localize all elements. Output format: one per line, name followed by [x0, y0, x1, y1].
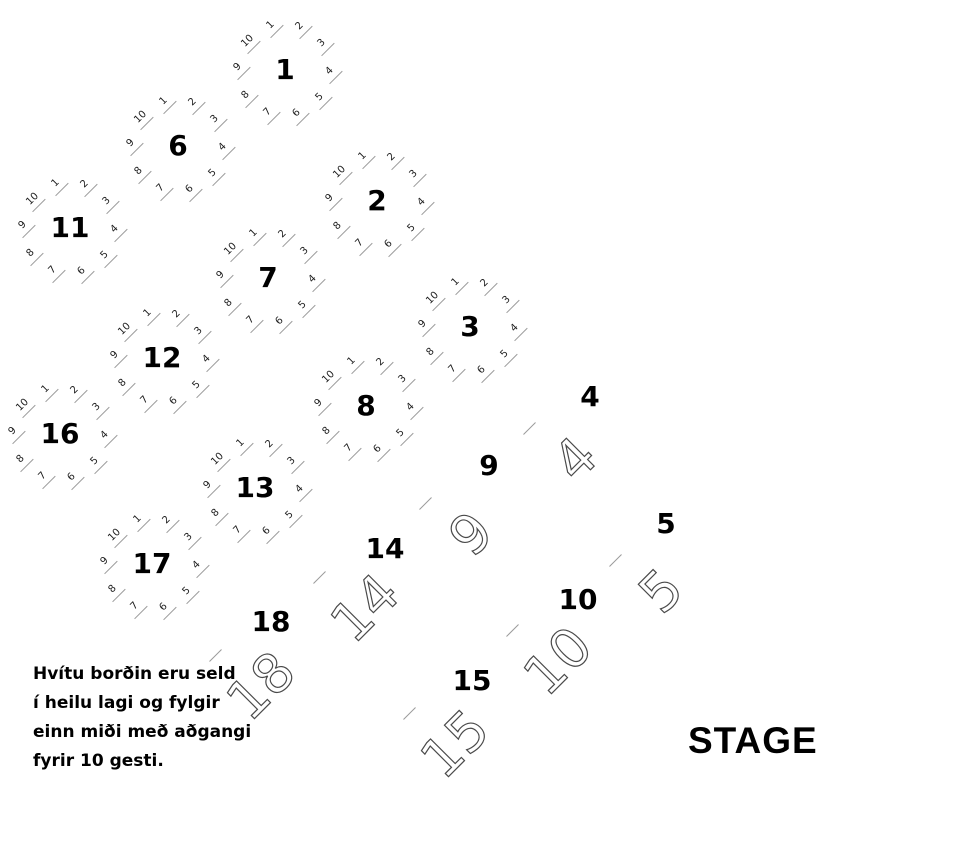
seat-9[interactable]: 9	[308, 393, 331, 416]
seat-6[interactable]: 6	[269, 311, 292, 334]
seat-10[interactable]: 10	[237, 31, 260, 54]
seat-2[interactable]: 2	[370, 352, 393, 375]
table-outline-number[interactable]	[385, 674, 525, 814]
outline-number-text: 4	[540, 424, 610, 494]
notice-line: Hvítu borðin eru seld	[33, 664, 236, 684]
seat-8[interactable]: 8	[235, 85, 258, 108]
seat-2[interactable]: 2	[474, 273, 497, 296]
table-number[interactable]: 17	[132, 547, 172, 580]
seat-2[interactable]: 2	[182, 92, 205, 115]
seat-5[interactable]: 5	[203, 163, 226, 186]
seat-7[interactable]: 7	[151, 178, 174, 201]
notice-line: einn miði með aðgangi	[33, 722, 252, 742]
seat-7[interactable]: 7	[339, 438, 362, 461]
seat-5[interactable]: 5	[177, 581, 200, 604]
seat-1[interactable]: 1	[46, 173, 69, 196]
seat-5[interactable]: 5	[402, 218, 425, 241]
seat-8[interactable]: 8	[112, 373, 135, 396]
table-number[interactable]: 11	[50, 211, 90, 244]
seat-4[interactable]: 4	[504, 317, 527, 340]
outline-number-text: 10	[511, 614, 605, 708]
seat-7[interactable]: 7	[125, 596, 148, 619]
notice-line: í heilu lagi og fylgir	[33, 693, 220, 713]
outline-number-text: 9	[436, 499, 506, 569]
seat-5[interactable]: 5	[85, 451, 108, 474]
seat-5[interactable]: 5	[391, 423, 414, 446]
seat-8[interactable]: 8	[316, 421, 339, 444]
seat-4[interactable]: 4	[94, 424, 117, 447]
seat-1[interactable]: 1	[342, 351, 365, 374]
seat-5[interactable]: 5	[293, 295, 316, 318]
table-number[interactable]: 16	[40, 417, 80, 450]
seat-1[interactable]: 1	[154, 91, 177, 114]
seat-8[interactable]: 8	[10, 449, 33, 472]
seat-9[interactable]: 9	[210, 265, 233, 288]
table-number[interactable]: 5	[656, 507, 676, 540]
seat-1[interactable]: 1	[231, 433, 254, 456]
seat-7[interactable]: 7	[33, 466, 56, 489]
seat-4[interactable]: 4	[411, 191, 434, 214]
seat-10[interactable]: 10	[12, 395, 35, 418]
table-number[interactable]: 3	[460, 310, 480, 343]
seat-6[interactable]: 6	[471, 360, 494, 383]
table-number[interactable]: 14	[365, 532, 405, 565]
seat-2[interactable]: 2	[381, 147, 404, 170]
notice-text	[33, 660, 251, 776]
seat-10[interactable]: 10	[130, 107, 153, 130]
seat-7[interactable]: 7	[258, 102, 281, 125]
seat-9[interactable]: 9	[12, 215, 35, 238]
seat-4[interactable]: 4	[212, 136, 235, 159]
table-number[interactable]: 4	[580, 380, 600, 413]
seat-8[interactable]: 8	[20, 243, 43, 266]
seat-9[interactable]: 9	[412, 314, 435, 337]
seat-9[interactable]: 9	[2, 421, 25, 444]
seat-9[interactable]: 9	[227, 57, 250, 80]
table-number[interactable]: 15	[452, 664, 492, 697]
seat-1[interactable]: 1	[261, 15, 284, 38]
seat-2[interactable]: 2	[64, 380, 87, 403]
table-number[interactable]: 12	[142, 341, 182, 374]
seat-3[interactable]: 3	[204, 109, 227, 132]
seat-1[interactable]: 1	[353, 146, 376, 169]
seat-4[interactable]: 4	[186, 554, 209, 577]
seat-9[interactable]: 9	[197, 475, 220, 498]
seat-5[interactable]: 5	[95, 245, 118, 268]
seat-2[interactable]: 2	[74, 174, 97, 197]
seat-9[interactable]: 9	[319, 188, 342, 211]
seat-3[interactable]: 3	[392, 369, 415, 392]
outline-number-text: 5	[626, 556, 696, 626]
seat-3[interactable]: 3	[496, 290, 519, 313]
seat-8[interactable]: 8	[102, 579, 125, 602]
seat-10[interactable]: 10	[329, 162, 352, 185]
table-number[interactable]: 7	[258, 261, 278, 294]
seat-6[interactable]: 6	[71, 261, 94, 284]
table-number[interactable]: 13	[235, 471, 275, 504]
seat-3[interactable]: 3	[86, 397, 109, 420]
seat-6[interactable]: 6	[163, 391, 186, 414]
seat-6[interactable]: 6	[61, 467, 84, 490]
seat-9[interactable]: 9	[120, 133, 143, 156]
seat-2[interactable]: 2	[272, 224, 295, 247]
seat-8[interactable]: 8	[327, 216, 350, 239]
seat-9[interactable]: 9	[104, 345, 127, 368]
seat-5[interactable]: 5	[495, 344, 518, 367]
seat-9[interactable]: 9	[94, 551, 117, 574]
seat-2[interactable]: 2	[259, 434, 282, 457]
seat-3[interactable]: 3	[96, 191, 119, 214]
seat-3[interactable]: 3	[178, 527, 201, 550]
seat-4[interactable]: 4	[104, 218, 127, 241]
outline-number-text: 15	[408, 697, 502, 791]
seat-6[interactable]: 6	[256, 521, 279, 544]
outline-number-text: 14	[318, 561, 412, 655]
seat-10[interactable]: 10	[104, 525, 127, 548]
table-number[interactable]: 2	[367, 184, 387, 217]
seat-4[interactable]: 4	[319, 60, 342, 83]
seat-8[interactable]: 8	[420, 342, 443, 365]
seat-8[interactable]: 8	[205, 503, 228, 526]
seat-2[interactable]: 2	[156, 510, 179, 533]
table-number[interactable]: 1	[275, 53, 295, 86]
seat-5[interactable]: 5	[280, 505, 303, 528]
seat-1[interactable]: 1	[36, 379, 59, 402]
seat-7[interactable]: 7	[350, 233, 373, 256]
seat-6[interactable]: 6	[153, 597, 176, 620]
seat-10[interactable]: 10	[318, 367, 341, 390]
seat-8[interactable]: 8	[218, 293, 241, 316]
seat-7[interactable]: 7	[228, 520, 251, 543]
seat-6[interactable]: 6	[367, 439, 390, 462]
seat-3[interactable]: 3	[188, 321, 211, 344]
seat-2[interactable]: 2	[166, 304, 189, 327]
seat-1[interactable]: 1	[446, 272, 469, 295]
seat-4[interactable]: 4	[400, 396, 423, 419]
seat-5[interactable]: 5	[187, 375, 210, 398]
seat-3[interactable]: 3	[311, 33, 334, 56]
seat-10[interactable]: 10	[22, 189, 45, 212]
table-number[interactable]: 18	[251, 605, 291, 638]
seat-1[interactable]: 1	[128, 509, 151, 532]
seat-10[interactable]: 10	[220, 239, 243, 262]
seat-7[interactable]: 7	[135, 390, 158, 413]
table-number[interactable]: 6	[168, 129, 188, 162]
seat-4[interactable]: 4	[289, 478, 312, 501]
table-number[interactable]: 9	[479, 449, 499, 482]
stage-label: STAGE	[688, 720, 818, 761]
seat-7[interactable]: 7	[241, 310, 264, 333]
seat-4[interactable]: 4	[302, 268, 325, 291]
seat-6[interactable]: 6	[179, 179, 202, 202]
seat-6[interactable]: 6	[378, 234, 401, 257]
seat-8[interactable]: 8	[128, 161, 151, 184]
seat-7[interactable]: 7	[43, 260, 66, 283]
seat-1[interactable]: 1	[244, 223, 267, 246]
seat-3[interactable]: 3	[281, 451, 304, 474]
notice-line: fyrir 10 gesti.	[33, 751, 164, 771]
seat-7[interactable]: 7	[443, 359, 466, 382]
seat-5[interactable]: 5	[310, 87, 333, 110]
seat-10[interactable]: 10	[114, 319, 137, 342]
seat-4[interactable]: 4	[196, 348, 219, 371]
table-number[interactable]: 8	[356, 389, 376, 422]
seat-10[interactable]: 10	[207, 449, 230, 472]
seat-3[interactable]: 3	[294, 241, 317, 264]
outline-number-text: 18	[214, 639, 308, 733]
seat-6[interactable]: 6	[286, 103, 309, 126]
table-number[interactable]: 10	[558, 583, 598, 616]
seat-10[interactable]: 10	[422, 288, 445, 311]
seat-3[interactable]: 3	[403, 164, 426, 187]
seat-1[interactable]: 1	[138, 303, 161, 326]
seat-2[interactable]: 2	[289, 16, 312, 39]
